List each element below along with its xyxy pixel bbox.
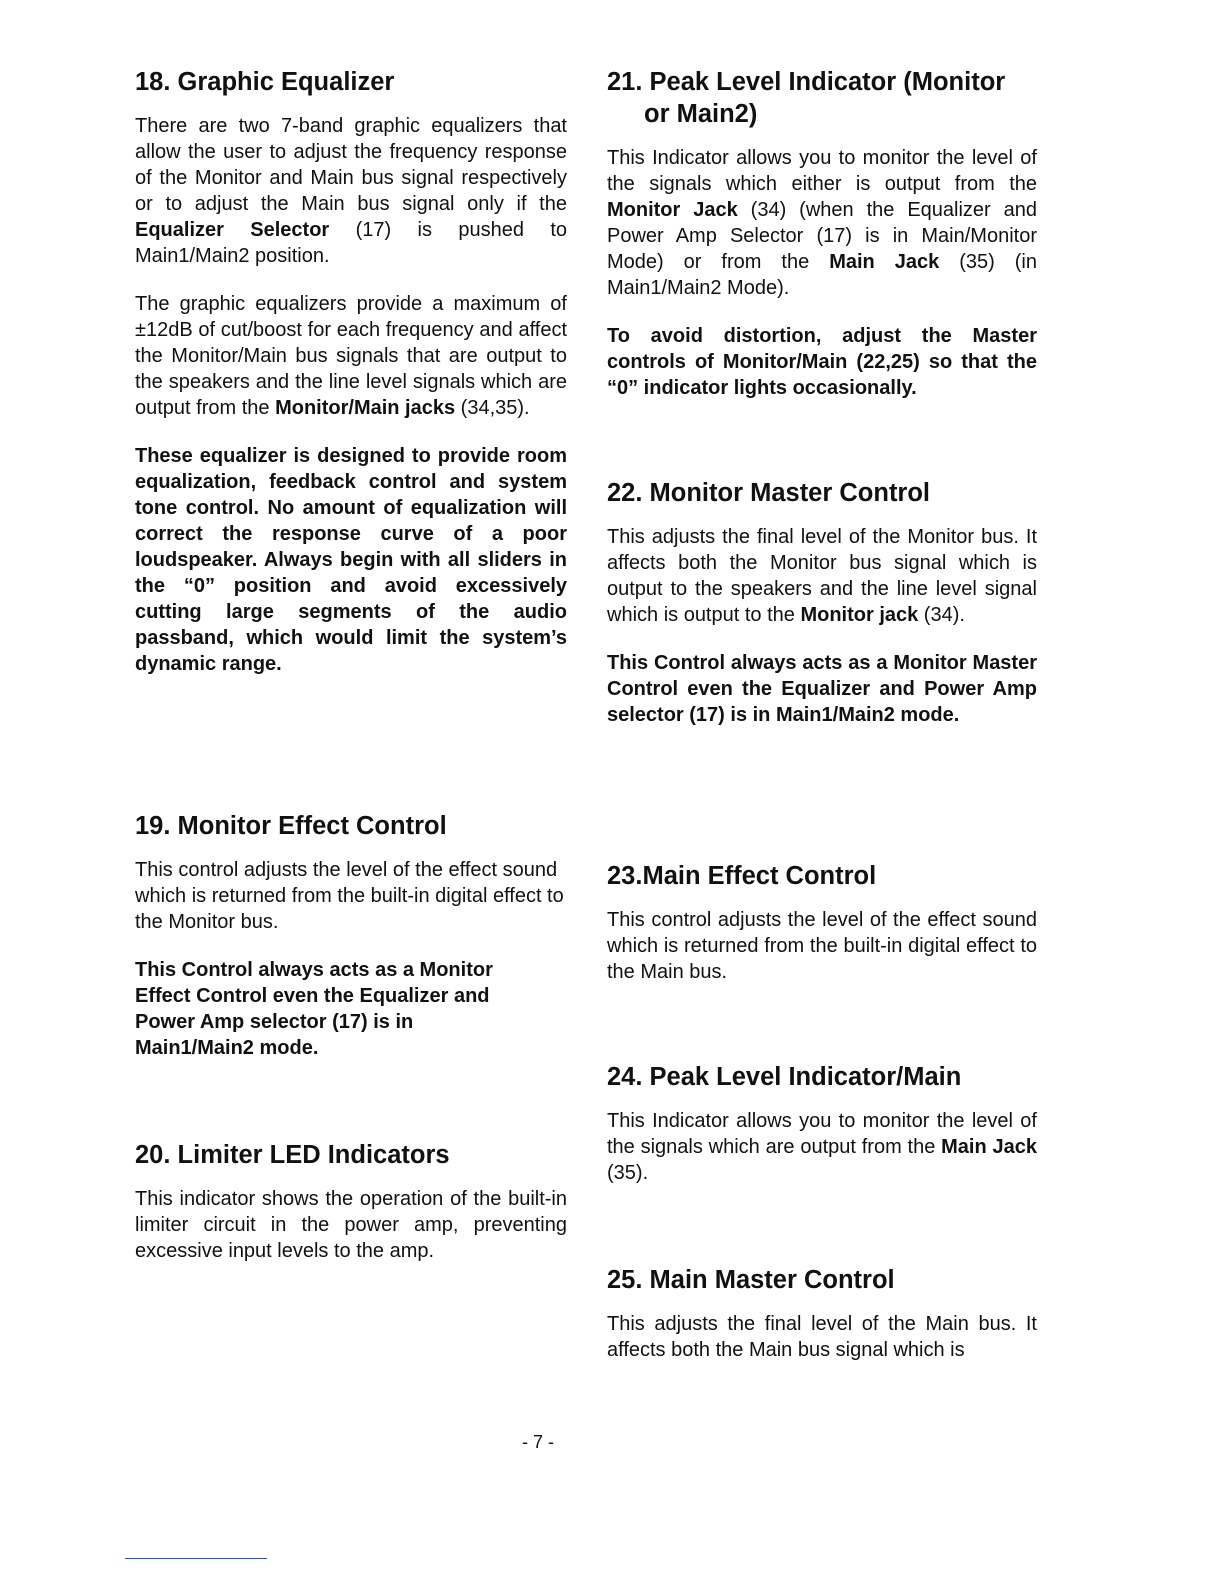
section-heading: 19. Monitor Effect Control — [135, 812, 447, 840]
warning-paragraph: To avoid distortion, adjust the Master controls of Monitor/Main (22,25) so that the “0” indicator lights occasionally. — [607, 325, 1037, 399]
section-heading: 18. Graphic Equalizer — [135, 68, 395, 96]
section-24-peak-level-indicator-main — [607, 1061, 1037, 1186]
paragraph: The graphic equalizers provide a maximum of ±12dB of cut/boost for each frequency and affect the Monitor/Main bus signals that are output to the speakers and the line level signals which are output from the Monitor/Main jacks (34,35). — [135, 293, 567, 419]
section-19-monitor-effect-control — [135, 810, 567, 1061]
page-number: - 7 - — [521, 1432, 554, 1452]
section-22-monitor-master-control — [607, 477, 1037, 728]
section-25-main-master-control — [607, 1264, 1037, 1363]
section-heading: 22. Monitor Master Control — [607, 479, 931, 507]
section-heading: 23.Main Effect Control — [607, 862, 877, 890]
section-20-limiter-led-indicators — [135, 1139, 567, 1264]
paragraph: This adjusts the final level of the Main bus. It affects both the Main bus signal which is — [607, 1313, 1037, 1361]
section-21-peak-level-indicator — [607, 66, 1037, 401]
warning-paragraph: This Control always acts as a Monitor Master Control even the Equalizer and Power Amp selector (17) is in Main1/Main2 mode. — [607, 652, 1037, 726]
warning-paragraph: This Control always acts as a Monitor Effect Control even the Equalizer and Power Amp selector (17) is in Main1/Main2 mode. — [135, 959, 493, 1059]
section-heading: 20. Limiter LED Indicators — [135, 1141, 450, 1169]
paragraph: This indicator shows the operation of the built-in limiter circuit in the power amp, preventing excessive input levels to the amp. — [135, 1188, 567, 1262]
paragraph: There are two 7-band graphic equalizers that allow the user to adjust the frequency response of the Monitor and Main bus signal respectively or to adjust the Main bus signal only if the Equalizer Selector (17) is pushed to Main1/Main2 position. — [135, 115, 567, 267]
warning-paragraph: These equalizer is designed to provide room equalization, feedback control and system tone control. No amount of equalization will correct the response curve of a poor loudspeaker. Always begin with all sliders in the “0” position and avoid excessively cutting large segments of the audio passband, which would limit the system’s dynamic range. — [135, 445, 567, 675]
footnote-rule — [125, 1558, 267, 1559]
paragraph: This adjusts the final level of the Monitor bus. It affects both the Monitor bus signal which is output to the speakers and the line level signal which is output to the Monitor jack (34). — [607, 526, 1037, 626]
paragraph: This Indicator allows you to monitor the level of the signals which are output from the Main Jack (35). — [607, 1110, 1037, 1184]
paragraph: This Indicator allows you to monitor the level of the signals which either is output from the Monitor Jack (34) (when the Equalizer and Power Amp Selector (17) is in Main/Monitor Mode) or from the Main Jack (35) (in Main1/Main2 Mode). — [607, 147, 1038, 299]
paragraph: This control adjusts the level of the effect sound which is returned from the built-in digital effect to the Monitor bus. — [135, 859, 564, 933]
section-heading: 21. Peak Level Indicator (Monitor or Main2) — [607, 68, 1006, 128]
section-23-main-effect-control — [607, 860, 1037, 985]
section-heading: 24. Peak Level Indicator/Main — [607, 1063, 962, 1091]
section-heading: 25. Main Master Control — [607, 1266, 895, 1294]
section-18-graphic-equalizer — [135, 66, 567, 677]
paragraph: This control adjusts the level of the effect sound which is returned from the built-in digital effect to the Main bus. — [607, 909, 1037, 983]
